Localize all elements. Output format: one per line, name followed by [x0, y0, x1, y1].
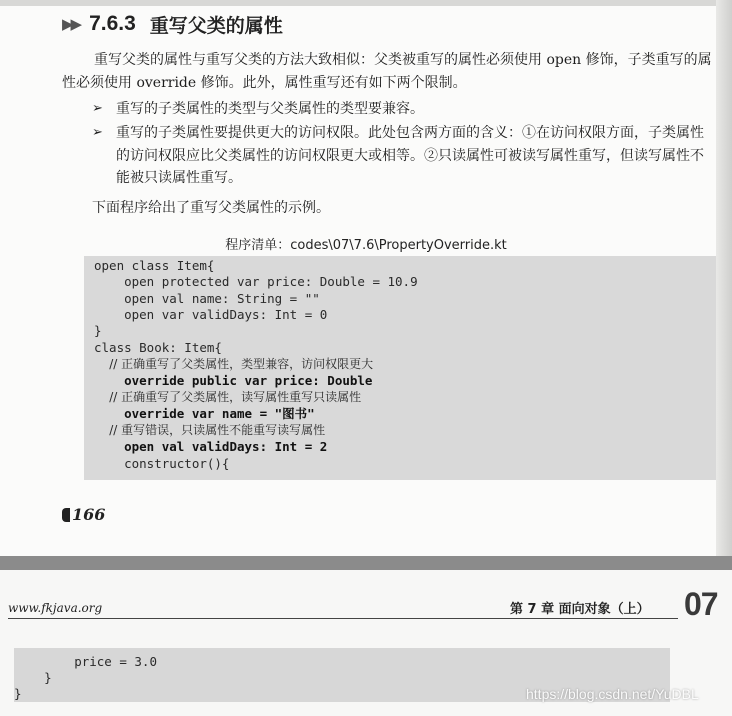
bullet-item [92, 98, 716, 121]
code-comment: // 正确重写了父类属性，类型兼容，访问权限更大 [94, 357, 374, 371]
bullet-text: 重写的子类属性的类型与父类属性的类型要兼容。 [116, 101, 424, 117]
bullet-item [92, 122, 716, 190]
code-line: } [94, 323, 102, 338]
code-comment: // 重写错误，只读属性不能重写读写属性 [94, 423, 326, 437]
chapter-title: 第 7 章 面向对象（上） [510, 602, 650, 617]
header-divider [8, 618, 678, 619]
bullet-arrow-icon: ➢ [92, 101, 103, 116]
page-right-edge [716, 0, 732, 556]
section-title: 重写父类的属性 [149, 14, 283, 37]
code-line: open val name: String = "" [94, 291, 320, 306]
intro-paragraph: 重写父类的属性与重写父类的方法大致相似：父类被重写的属性必须使用 open 修饰，子类重写的属性必须使用 override 修饰。此外，属性重写还有如下两个限制。 [62, 52, 712, 91]
page-number-text: 166 [72, 505, 106, 524]
site-url: www.fkjava.org [8, 601, 103, 615]
code-line: open var validDays: Int = 0 [94, 307, 328, 322]
code-line: open class Item{ [94, 258, 215, 273]
example-intro: 下面程序给出了重写父类属性的示例。 [92, 200, 330, 216]
code-listing [84, 256, 716, 480]
code-comment: // 正确重写了父类属性，读写属性重写只读属性 [94, 390, 362, 404]
page-gap [0, 556, 732, 570]
listing-caption: 程序清单：codes\07\7.6\PropertyOverride.kt [225, 238, 507, 253]
code-line-highlighted: override public var price: Double [94, 373, 373, 388]
code-line-highlighted: open val validDays: Int = 2 [94, 439, 328, 454]
heading-arrows-icon: ▶▶ [62, 15, 80, 33]
page-number [62, 505, 105, 524]
bullet-text: 重写的子类属性要提供更大的访问权限。此处包含两方面的含义：①在访问权限方面，子类属性的访问权限应比父类属性的访问权限更大或相等。②只读属性可被读写属性重写，但读写属性不能被只读属性重写。 [116, 125, 704, 186]
code-line: } [14, 686, 22, 701]
section-number: 7.6.3 [89, 12, 136, 35]
page-tab-icon [62, 508, 70, 522]
chapter-number: 07 [684, 586, 718, 622]
code-line: } [14, 670, 52, 685]
bullet-arrow-icon: ➢ [92, 125, 103, 140]
code-line: open protected var price: Double = 10.9 [94, 274, 418, 289]
code-line: price = 3.0 [14, 654, 157, 669]
code-line-highlighted: override var name = "图书" [94, 406, 315, 421]
code-line: constructor(){ [94, 456, 230, 471]
code-line: class Book: Item{ [94, 340, 222, 355]
section-heading [62, 10, 283, 38]
page-top-edge [0, 0, 732, 6]
watermark: https://blog.csdn.net/YuDBL [526, 686, 699, 702]
